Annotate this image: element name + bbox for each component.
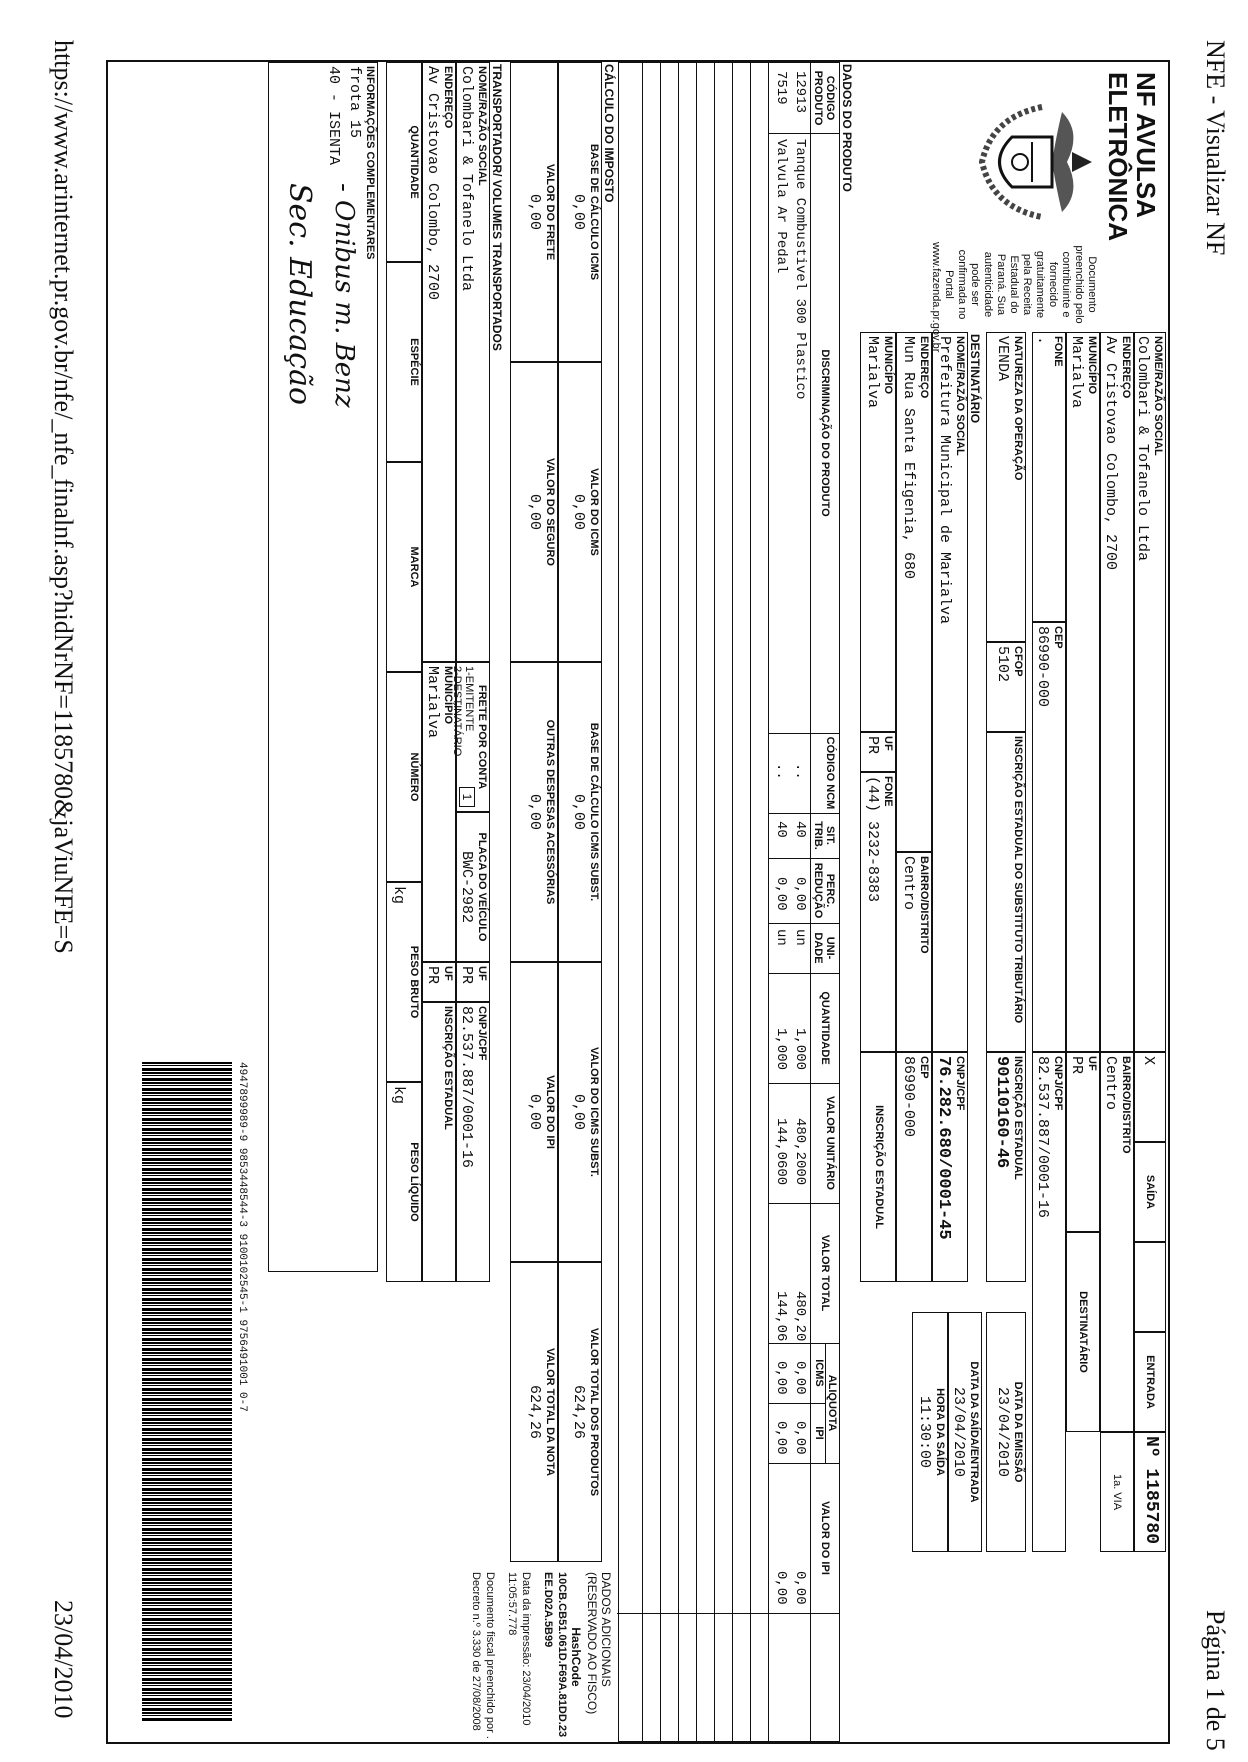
info-line1: frota 15 (346, 66, 363, 139)
volume-quantidade-label: QUANTIDADE (408, 125, 420, 199)
emitente-bairro-box (1100, 1052, 1134, 1432)
dest-cnpj-label: CNPJ/CPF (954, 1056, 966, 1111)
col-aliquota-header: ALIQUOTA (826, 1374, 838, 1432)
produtos-table (618, 62, 840, 1742)
nf-document (106, 60, 1170, 1744)
produto-perc: 0,00 (792, 877, 808, 911)
base-icms-box (558, 62, 602, 362)
imposto-section-title: CÁLCULO DO IMPOSTO (602, 64, 616, 203)
info-line2: 40 - ISENTA (325, 66, 342, 166)
emitente-fone-label: FONE (1052, 336, 1064, 367)
dest-fone-box (860, 772, 896, 1052)
nf-number-label: Nº (1141, 1436, 1161, 1458)
produto-ipi: 0,00 (792, 1421, 808, 1455)
col-codigo-header: CÓDIGO PRODUTO (812, 70, 836, 126)
transp-ie-label: INSCRIÇÃO ESTADUAL (442, 1006, 454, 1130)
data-emissao-box (986, 1312, 1026, 1552)
transp-uf-label: UF (476, 966, 488, 981)
produto-descricao: Tanque Combustivel 300 Plastico (792, 139, 808, 400)
total-produtos-label: VALOR TOTAL DOS PRODUTOS (588, 1327, 600, 1497)
transp-municipio-box (422, 662, 456, 962)
valor-subst-box (558, 962, 602, 1262)
volume-numero-box (386, 672, 422, 882)
transp-nome: Colombari & Tofanelo Ltda (458, 66, 475, 292)
emitente-cep: 86990-000 (1034, 626, 1051, 708)
emitente-fone: . (1034, 336, 1051, 346)
ie-subst-label: INSCRIÇÃO ESTADUAL DO SUBSTITUTO TRIBUTÁRIO (1012, 736, 1024, 1024)
produto-total: 480,20 (792, 1291, 808, 1342)
produto-descricao: Valvula Ar Pedal (773, 139, 789, 274)
natureza-label: NATUREZA DA OPERAÇÃO (1012, 336, 1024, 481)
col-sit-header: SIT. TRIB. (812, 821, 836, 850)
document-title (1104, 72, 1160, 312)
base-subst-label: BASE DE CÁLCULO ICMS SUBST. (588, 722, 600, 902)
volume-especie-box (386, 262, 422, 462)
hora-saida-box (912, 1312, 948, 1552)
emitente-nome-label: NOME/RAZÃO SOCIAL (1152, 336, 1164, 456)
dest-endereco: Mun Rua Santa Efigenia, 680 (900, 336, 917, 580)
produto-valor-ipi: 0,00 (773, 1571, 789, 1605)
volume-marca-box (386, 462, 422, 672)
data-saida-box (948, 1312, 982, 1552)
emitente-cnpj-box (1032, 1052, 1066, 1552)
produto-ncm: .. (773, 763, 789, 780)
frete: 0,00 (526, 193, 543, 230)
col-unitario-header: VALOR UNITÁRIO (824, 1096, 836, 1190)
emitente-uf-label: UF (1086, 1056, 1098, 1071)
url-footer[interactable]: https://www.arinternet.pr.gov.br/nfe/_nfe_finalnf.asp?hidNrNF=1185780&jaViuNFE=S (49, 40, 78, 954)
valor-icms: 0,00 (570, 493, 587, 530)
dest-cnpj-box (932, 1052, 968, 1282)
ie-emitente: 90110160-46 (992, 1056, 1011, 1169)
total-nota: 624,26 (526, 1384, 543, 1439)
base-icms-label: BASE DE CÁLCULO ICMS (588, 143, 600, 281)
transp-uf: PR (458, 966, 475, 985)
dest-uf-label: UF (882, 736, 894, 751)
nf-number: 1185780 (1141, 1468, 1161, 1545)
cfop-label: CFOP (1012, 646, 1024, 677)
placa-box (456, 812, 490, 962)
emitente-bairro-label: BAIRRO/DISTRITO (1120, 1056, 1132, 1154)
produto-quantidade: 1,000 (792, 1028, 808, 1071)
produto-codigo: 12913 (792, 71, 808, 114)
transp-cnpj-label: CNPJ/CPF (476, 1006, 488, 1061)
dest-fone-label: FONE (882, 776, 894, 807)
authenticity-note: Documento preenchido pelo contribuinte e fornecido gratuitamente pela Receita Estadual do Paraná. Sua autenticidade pode ser confirmada no Portal www.fazenda.pr.gov.br (930, 242, 1098, 353)
total-nota-box (510, 1262, 558, 1562)
hora-saida-label: HORA DA SAÍDA (934, 1388, 946, 1476)
emitente-endereco-box (1100, 332, 1134, 1052)
hash-code: 10CB.CB51.061D.F69A.81DD.23EE.D02A.5B99 (542, 1572, 568, 1738)
emitente-cep-box (1032, 622, 1066, 1052)
title-line2: ELETRÔNICA (1103, 72, 1133, 241)
produto-unidade: un (773, 929, 789, 946)
frete-conta-value: 1 (459, 787, 475, 807)
dest-uf-box (860, 732, 896, 772)
col-unidade-header: UNI- DADE (812, 932, 836, 964)
frete-conta-label: FRETE POR CONTA (476, 684, 488, 790)
valor-ipi-label: VALOR DO IPI (544, 1075, 556, 1149)
dest-cep: 86990-000 (900, 1056, 917, 1138)
produto-unitario: 144,0600 (773, 1118, 789, 1186)
doc-note-1: Documento fiscal preenchido por . (484, 1572, 496, 1739)
placa-label: PLACA DO VEÍCULO (476, 832, 488, 942)
col-quantidade-header: QUANTIDADE (819, 991, 831, 1065)
produto-ncm: .. (792, 763, 808, 780)
handwritten-note: - Onibus m. Benz (329, 183, 359, 408)
transp-uf2: PR (424, 966, 441, 985)
doc-note-2: Decreto n.º 3.330 de 27/08/2008 (470, 1572, 482, 1731)
peso-liquido-box (386, 1082, 422, 1282)
cfop: 5102 (994, 646, 1011, 683)
produto-total: 144,06 (773, 1291, 789, 1342)
emitente-endereco-label: ENDEREÇO (1120, 336, 1132, 399)
frete-conta-box (451, 662, 490, 812)
transp-endereco-label: ENDEREÇO (442, 66, 454, 129)
col-icms-header: ICMS (813, 1359, 825, 1387)
data-emissao-label: DATA DA EMISSÃO (1012, 1381, 1024, 1483)
emitente-nome-box (1134, 332, 1166, 1052)
transp-uf2-label: UF (442, 966, 454, 981)
outras-box (510, 662, 558, 962)
dest-municipio: Marialva (864, 336, 881, 409)
barcode (128, 1062, 248, 1742)
transp-cnpj-box (456, 1002, 490, 1282)
produto-perc: 0,00 (773, 877, 789, 911)
dest-cep-label: CEP (918, 1056, 930, 1079)
info-label: INFORMAÇÕES COMPLEMENTARES (364, 66, 376, 260)
produto-sit: 40 (792, 821, 808, 838)
transp-uf2-box (422, 962, 456, 1002)
emitente-uf: PR (1068, 1056, 1085, 1075)
produtos-section-title: DADOS DO PRODUTO (840, 64, 854, 192)
dest-endereco-box (896, 332, 932, 852)
valor-icms-box (558, 362, 602, 662)
saida-label: SAÍDA (1144, 1174, 1156, 1210)
dest-ie-label: INSCRIÇÃO ESTADUAL (873, 1105, 885, 1229)
date-footer: 23/04/2010 (49, 1600, 78, 1719)
emitente-endereco: Av Cristovao Colombo, 2700 (1102, 336, 1119, 571)
volume-numero-label: NÚMERO (408, 752, 420, 802)
peso-bruto-unit: kg (390, 886, 407, 905)
peso-bruto-label: PESO BRUTO (408, 945, 420, 1019)
hash-label: HashCode (569, 1627, 583, 1687)
emitente-bairro: Centro (1102, 1056, 1119, 1111)
frete-opt-emitente: 1-EMITENTE (463, 666, 475, 732)
data-emissao: 23/04/2010 (994, 1386, 1011, 1477)
emitente-uf-box (1066, 1052, 1100, 1232)
base-subst: 0,00 (570, 793, 587, 830)
col-total-header: VALOR TOTAL (819, 1234, 831, 1312)
emitente-nome: Colombari & Tofanelo Ltda (1134, 336, 1151, 562)
transp-nome-box (456, 62, 490, 662)
emitente-municipio-box (1066, 332, 1100, 1052)
data-saida-label: DATA DA SAÍDA/ENTRADA (968, 1361, 980, 1503)
browser-header-title: NFE - Visualizar NF (1201, 40, 1230, 256)
produto-valor-ipi: 0,00 (792, 1571, 808, 1605)
valor-subst-label: VALOR DO ICMS SUBST. (588, 1047, 600, 1177)
produto-ipi: 0,00 (773, 1421, 789, 1455)
dest-bairro: Centro (900, 856, 917, 911)
emitente-cnpj: 82.537.887/0001-16 (1034, 1056, 1051, 1219)
emitente-cep-label: CEP (1052, 626, 1064, 649)
adicionais-title: DADOS ADICIONAIS (RESERVADO AO FISCO) (585, 1572, 613, 1715)
produto-sit: 40 (773, 821, 789, 838)
base-icms: 0,00 (570, 193, 587, 230)
dest-bairro-label: BAIRRO/DISTRITO (918, 856, 930, 954)
saida-box (1134, 1142, 1166, 1242)
volume-especie-label: ESPÉCIE (408, 338, 420, 386)
outras: 0,00 (526, 793, 543, 830)
valor-subst: 0,00 (570, 1093, 587, 1130)
dest-cnpj: 76.282.680/0001-45 (934, 1056, 953, 1240)
transp-uf-box (456, 962, 490, 1002)
frete-opt-destinatario: 2-DESTINATÁRIO (451, 666, 463, 757)
produto-icms: 0,00 (792, 1361, 808, 1395)
dest-ie-box (860, 1052, 896, 1282)
placa: BWC-2982 (458, 850, 475, 923)
destinatario-via-label: DESTINATÁRIO (1077, 1291, 1089, 1373)
dest-endereco-label: ENDEREÇO (918, 336, 930, 399)
col-descricao-header: DISCRIMINAÇÃO DO PRODUTO (819, 349, 831, 517)
destinatario-via-box (1066, 1232, 1100, 1432)
title-line1: NF AVULSA (1131, 72, 1161, 218)
transp-cnpj: 82.537.887/0001-16 (458, 1006, 475, 1169)
col-ncm-header: CÓDIGO NCM (824, 736, 836, 810)
peso-bruto-box (386, 882, 422, 1082)
col-valor-ipi-header: VALOR DO IPI (819, 1501, 831, 1575)
transp-nome-label: NOME/RAZÃO SOCIAL (476, 66, 488, 186)
volume-marca-label: MARCA (408, 546, 420, 588)
dest-nome-label: NOME/RAZÃO SOCIAL (954, 336, 966, 456)
dest-fone: (44) 3232-8383 (864, 776, 881, 903)
produto-icms: 0,00 (773, 1361, 789, 1395)
seguro: 0,00 (526, 493, 543, 530)
dest-municipio-label: MUNICÍPIO (882, 336, 894, 395)
dest-municipio-box (860, 332, 896, 732)
coat-of-arms-icon (972, 92, 1102, 232)
entrada-box (1134, 1332, 1166, 1432)
produto-unidade: un (792, 929, 808, 946)
data-impressao: Data da impressão: 23/04/2010 11:05:57.778 (506, 1572, 532, 1726)
via-label: 1a. VIA (1111, 1473, 1123, 1511)
page-label: Página 1 de 5 (1201, 1610, 1230, 1751)
emitente-cnpj-label: CNPJ/CPF (1052, 1056, 1064, 1111)
total-produtos: 624,26 (570, 1384, 587, 1439)
ie-emitente-box (986, 1052, 1026, 1282)
outras-label: OUTRAS DESPESAS ACESSÓRIAS (544, 719, 556, 905)
produto-quantidade: 1,000 (773, 1028, 789, 1071)
transportador-section-title: TRANSPORTADOR/ VOLUMES TRANSPORTADOS (490, 64, 504, 351)
peso-liquido-label: PESO LÍQUIDO (408, 1142, 420, 1222)
emitente-fone-box (1032, 332, 1066, 622)
via-box (1100, 1432, 1134, 1552)
barcode-number: 4947899989-9 9853448544-3 9100102545-1 9756491001 0-7 (236, 1062, 248, 1412)
nf-number-box (1134, 1432, 1166, 1552)
destinatario-section-title: DESTINATÁRIO (968, 334, 982, 424)
valor-ipi-box (510, 962, 558, 1262)
ie-emitente-label: INSCRIÇÃO ESTADUAL (1012, 1056, 1024, 1180)
transp-endereco: Av Cristovao Colombo, 2700 (424, 66, 441, 301)
frete-box (510, 62, 558, 362)
data-saida: 23/04/2010 (950, 1386, 967, 1477)
dest-uf: PR (864, 736, 881, 755)
handwritten-signature: Sec. Educação (282, 183, 317, 406)
seguro-label: VALOR DO SEGURO (544, 458, 556, 566)
total-nota-label: VALOR TOTAL DA NOTA (544, 1347, 556, 1477)
entrada-label: ENTRADA (1144, 1355, 1156, 1409)
col-perc-header: PERC. REDUÇÃO (812, 862, 836, 919)
tipo-mark-box (1134, 1052, 1166, 1142)
emitente-municipio: Marialva (1068, 336, 1085, 409)
volume-quantidade-box (386, 62, 422, 262)
total-produtos-box (558, 1262, 602, 1562)
cfop-box (986, 642, 1026, 732)
natureza: VENDA (994, 336, 1011, 382)
dest-nome: Prefeitura Municipal de Marialva (936, 336, 953, 625)
valor-ipi: 0,00 (526, 1093, 543, 1130)
produto-codigo: 7519 (773, 71, 789, 105)
emitente-municipio-label: MUNICÍPIO (1086, 336, 1098, 395)
base-subst-box (558, 662, 602, 962)
valor-icms-label: VALOR DO ICMS (588, 468, 600, 556)
info-complementares-box (268, 62, 378, 1272)
hora-saida: 11:30:00 (916, 1395, 933, 1468)
frete-label: VALOR DO FRETE (544, 163, 556, 261)
dest-bairro-box (896, 852, 932, 1052)
tipo-mark: X (1140, 1056, 1157, 1066)
col-ipi-header: IPI (813, 1426, 825, 1440)
dest-nome-box (932, 332, 968, 1052)
transp-municipio-label: MUNICÍPIO (442, 666, 454, 725)
produto-unitario: 480,2000 (792, 1118, 808, 1186)
transp-ie-box (422, 1002, 456, 1282)
dados-adicionais (469, 1572, 613, 1742)
peso-liquido-unit: kg (390, 1086, 407, 1105)
seguro-box (510, 362, 558, 662)
ie-subst-box (986, 732, 1026, 1052)
transp-endereco-box (422, 62, 456, 662)
transp-municipio: Marialva (424, 666, 441, 739)
dest-cep-box (896, 1052, 932, 1282)
natureza-box (986, 332, 1026, 642)
saida-empty-box (1134, 1242, 1166, 1332)
